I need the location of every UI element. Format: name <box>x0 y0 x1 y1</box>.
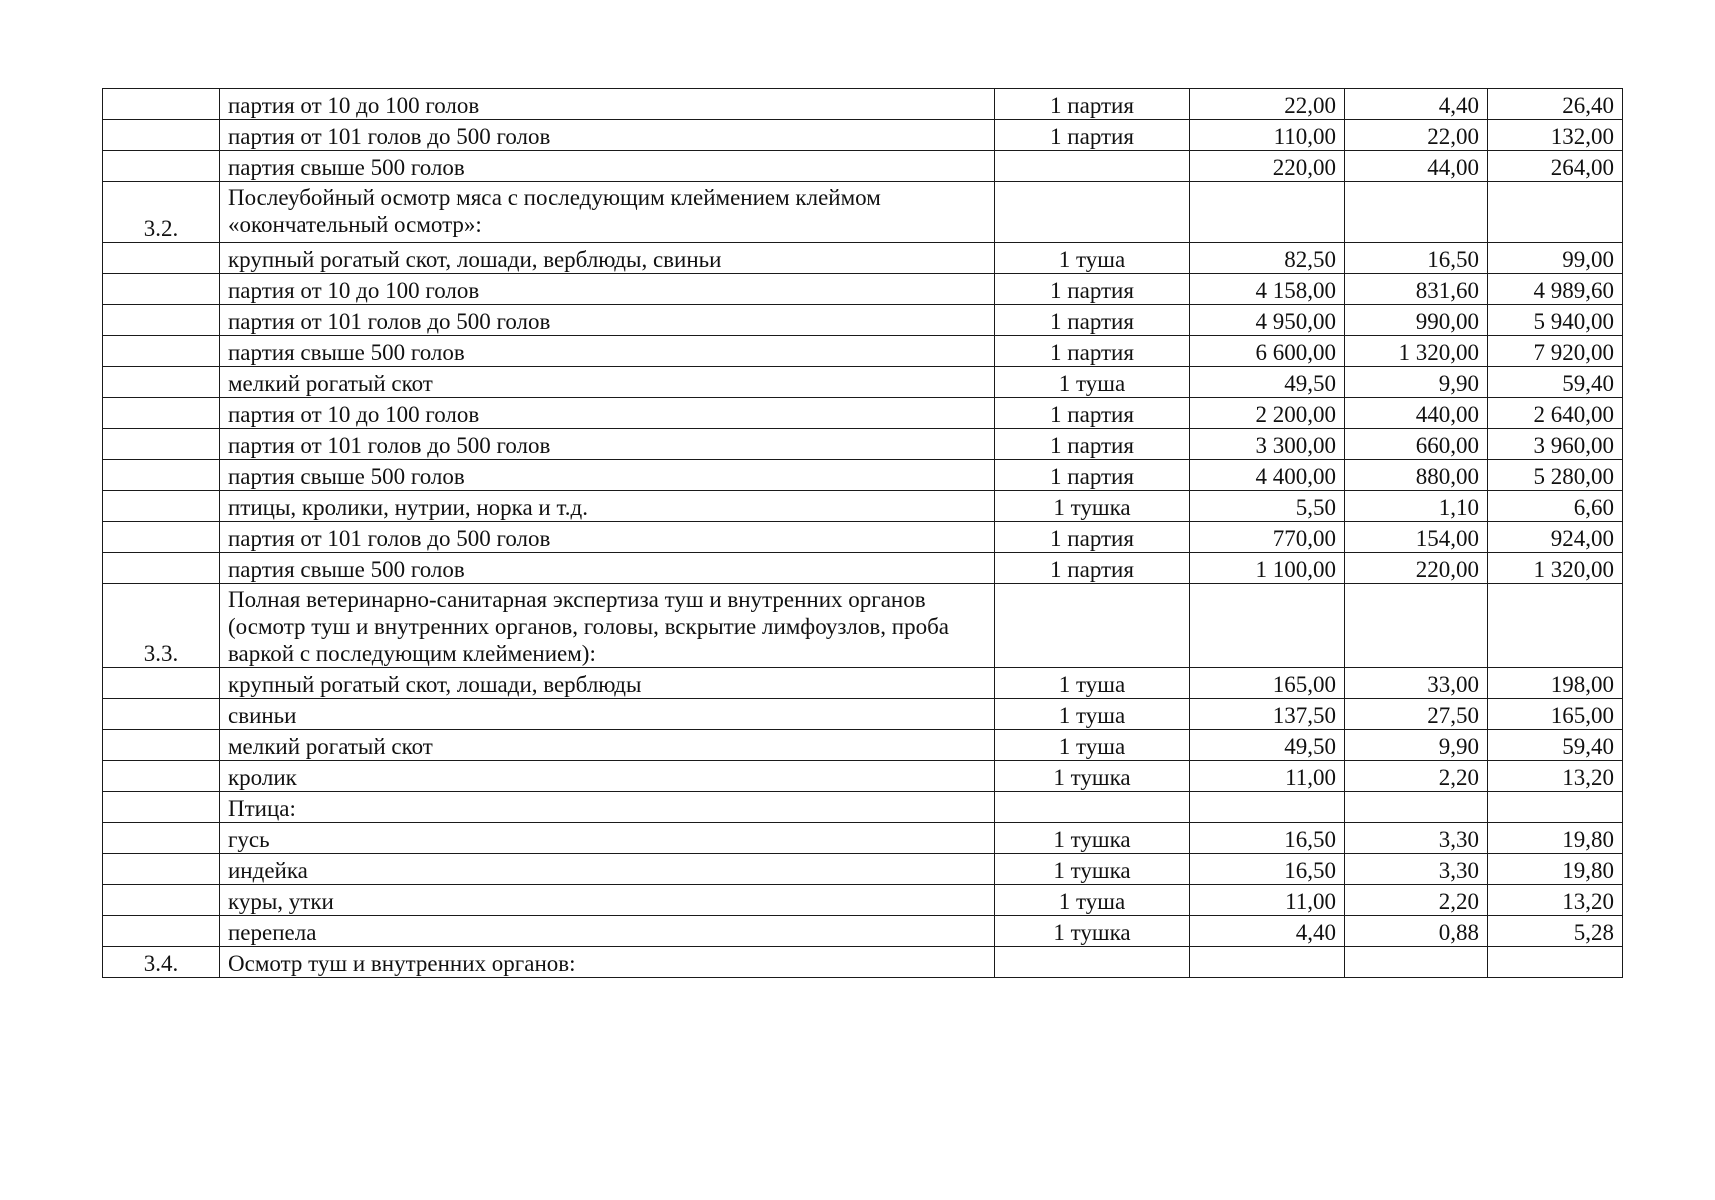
price-value-cell: 16,50 <box>1190 854 1345 885</box>
vat-value-cell: 33,00 <box>1345 668 1488 699</box>
table-row <box>103 398 1623 429</box>
total-value-cell: 198,00 <box>1488 668 1623 699</box>
total-value-cell: 19,80 <box>1488 823 1623 854</box>
row-number-cell <box>103 367 220 398</box>
vat-value-cell <box>1345 182 1488 243</box>
table-row <box>103 336 1623 367</box>
vat-value-cell: 27,50 <box>1345 699 1488 730</box>
price-value-cell: 4,40 <box>1190 916 1345 947</box>
unit-of-measure-cell: 1 партия <box>995 553 1190 584</box>
price-value-cell: 6 600,00 <box>1190 336 1345 367</box>
row-number-cell: 3.3. <box>103 584 220 668</box>
service-name-cell: крупный рогатый скот, лошади, верблюды <box>220 668 995 699</box>
unit-of-measure-cell <box>995 584 1190 668</box>
table-row <box>103 491 1623 522</box>
unit-of-measure-cell: 1 партия <box>995 120 1190 151</box>
unit-of-measure-cell: 1 туша <box>995 699 1190 730</box>
total-value-cell: 26,40 <box>1488 89 1623 120</box>
unit-of-measure-cell <box>995 151 1190 182</box>
price-value-cell <box>1190 792 1345 823</box>
unit-of-measure-cell <box>995 947 1190 978</box>
price-value-cell: 770,00 <box>1190 522 1345 553</box>
price-value-cell <box>1190 584 1345 668</box>
total-value-cell <box>1488 792 1623 823</box>
row-number-cell <box>103 792 220 823</box>
service-name-cell: куры, утки <box>220 885 995 916</box>
vat-value-cell: 22,00 <box>1345 120 1488 151</box>
table-row <box>103 668 1623 699</box>
service-name-cell: партия от 10 до 100 голов <box>220 274 995 305</box>
unit-of-measure-cell: 1 партия <box>995 336 1190 367</box>
row-number-cell: 3.2. <box>103 182 220 243</box>
service-name-cell: партия от 101 голов до 500 голов <box>220 120 995 151</box>
row-number-cell <box>103 398 220 429</box>
unit-of-measure-cell: 1 тушка <box>995 854 1190 885</box>
total-value-cell: 924,00 <box>1488 522 1623 553</box>
total-value-cell <box>1488 182 1623 243</box>
vat-value-cell: 3,30 <box>1345 854 1488 885</box>
service-name-cell: партия от 101 голов до 500 голов <box>220 429 995 460</box>
table-row <box>103 367 1623 398</box>
service-name-cell: Птица: <box>220 792 995 823</box>
price-value-cell: 3 300,00 <box>1190 429 1345 460</box>
row-number-cell <box>103 460 220 491</box>
unit-of-measure-cell: 1 тушка <box>995 761 1190 792</box>
table-row <box>103 553 1623 584</box>
total-value-cell <box>1488 947 1623 978</box>
price-value-cell: 11,00 <box>1190 761 1345 792</box>
unit-of-measure-cell: 1 партия <box>995 522 1190 553</box>
vat-value-cell: 9,90 <box>1345 730 1488 761</box>
total-value-cell: 13,20 <box>1488 885 1623 916</box>
vat-value-cell: 44,00 <box>1345 151 1488 182</box>
price-value-cell: 49,50 <box>1190 367 1345 398</box>
row-number-cell <box>103 429 220 460</box>
service-name-cell: партия свыше 500 голов <box>220 460 995 491</box>
table-row <box>103 916 1623 947</box>
table-row <box>103 584 1623 668</box>
table-row <box>103 151 1623 182</box>
service-name-cell: мелкий рогатый скот <box>220 367 995 398</box>
vat-value-cell: 154,00 <box>1345 522 1488 553</box>
service-name-cell: Послеубойный осмотр мяса с последующим клеймением клеймом «окончательный осмотр»: <box>220 182 995 243</box>
vat-value-cell: 4,40 <box>1345 89 1488 120</box>
total-value-cell: 59,40 <box>1488 730 1623 761</box>
row-number-cell <box>103 89 220 120</box>
row-number-cell <box>103 916 220 947</box>
price-value-cell: 4 158,00 <box>1190 274 1345 305</box>
price-value-cell: 4 950,00 <box>1190 305 1345 336</box>
service-name-cell: Полная ветеринарно-санитарная экспертиза туш и внутренних органов (осмотр туш и внутренних органов, головы, вскрытие лимфоузлов, проба варкой с последующим клеймением): <box>220 584 995 668</box>
unit-of-measure-cell: 1 туша <box>995 730 1190 761</box>
total-value-cell: 7 920,00 <box>1488 336 1623 367</box>
unit-of-measure-cell: 1 партия <box>995 460 1190 491</box>
total-value-cell: 5 280,00 <box>1488 460 1623 491</box>
vat-value-cell <box>1345 792 1488 823</box>
unit-of-measure-cell: 1 туша <box>995 367 1190 398</box>
service-name-cell: партия свыше 500 голов <box>220 553 995 584</box>
total-value-cell: 59,40 <box>1488 367 1623 398</box>
vat-value-cell: 3,30 <box>1345 823 1488 854</box>
row-number-cell <box>103 522 220 553</box>
vat-value-cell: 2,20 <box>1345 885 1488 916</box>
row-number-cell: 3.4. <box>103 947 220 978</box>
row-number-cell <box>103 854 220 885</box>
table-row <box>103 885 1623 916</box>
unit-of-measure-cell: 1 тушка <box>995 823 1190 854</box>
price-value-cell: 2 200,00 <box>1190 398 1345 429</box>
total-value-cell: 4 989,60 <box>1488 274 1623 305</box>
price-table <box>102 88 1623 978</box>
row-number-cell <box>103 823 220 854</box>
table-row <box>103 305 1623 336</box>
total-value-cell: 132,00 <box>1488 120 1623 151</box>
table-row <box>103 274 1623 305</box>
unit-of-measure-cell: 1 тушка <box>995 491 1190 522</box>
unit-of-measure-cell: 1 партия <box>995 274 1190 305</box>
table-row <box>103 730 1623 761</box>
price-value-cell: 16,50 <box>1190 823 1345 854</box>
table-row <box>103 460 1623 491</box>
vat-value-cell: 9,90 <box>1345 367 1488 398</box>
service-name-cell: партия от 101 голов до 500 голов <box>220 305 995 336</box>
vat-value-cell <box>1345 584 1488 668</box>
price-value-cell: 110,00 <box>1190 120 1345 151</box>
price-value-cell: 1 100,00 <box>1190 553 1345 584</box>
service-name-cell: гусь <box>220 823 995 854</box>
row-number-cell <box>103 120 220 151</box>
total-value-cell: 5 940,00 <box>1488 305 1623 336</box>
price-value-cell <box>1190 182 1345 243</box>
unit-of-measure-cell <box>995 792 1190 823</box>
price-value-cell: 5,50 <box>1190 491 1345 522</box>
service-name-cell: кролик <box>220 761 995 792</box>
vat-value-cell <box>1345 947 1488 978</box>
unit-of-measure-cell: 1 тушка <box>995 916 1190 947</box>
price-value-cell: 137,50 <box>1190 699 1345 730</box>
row-number-cell <box>103 761 220 792</box>
row-number-cell <box>103 243 220 274</box>
price-value-cell: 11,00 <box>1190 885 1345 916</box>
row-number-cell <box>103 730 220 761</box>
row-number-cell <box>103 699 220 730</box>
total-value-cell <box>1488 584 1623 668</box>
service-name-cell: партия от 101 голов до 500 голов <box>220 522 995 553</box>
service-name-cell: Осмотр туш и внутренних органов: <box>220 947 995 978</box>
row-number-cell <box>103 305 220 336</box>
price-value-cell: 82,50 <box>1190 243 1345 274</box>
vat-value-cell: 440,00 <box>1345 398 1488 429</box>
vat-value-cell: 660,00 <box>1345 429 1488 460</box>
row-number-cell <box>103 151 220 182</box>
row-number-cell <box>103 553 220 584</box>
vat-value-cell: 1,10 <box>1345 491 1488 522</box>
vat-value-cell: 16,50 <box>1345 243 1488 274</box>
unit-of-measure-cell: 1 туша <box>995 885 1190 916</box>
service-name-cell: крупный рогатый скот, лошади, верблюды, свиньи <box>220 243 995 274</box>
table-row <box>103 947 1623 978</box>
unit-of-measure-cell: 1 партия <box>995 429 1190 460</box>
table-row <box>103 120 1623 151</box>
row-number-cell <box>103 491 220 522</box>
total-value-cell: 13,20 <box>1488 761 1623 792</box>
total-value-cell: 5,28 <box>1488 916 1623 947</box>
price-value-cell <box>1190 947 1345 978</box>
vat-value-cell: 220,00 <box>1345 553 1488 584</box>
service-name-cell: партия свыше 500 голов <box>220 151 995 182</box>
table-row <box>103 243 1623 274</box>
price-value-cell: 49,50 <box>1190 730 1345 761</box>
table-row <box>103 823 1623 854</box>
row-number-cell <box>103 274 220 305</box>
vat-value-cell: 1 320,00 <box>1345 336 1488 367</box>
vat-value-cell: 2,20 <box>1345 761 1488 792</box>
total-value-cell: 3 960,00 <box>1488 429 1623 460</box>
service-name-cell: партия от 10 до 100 голов <box>220 89 995 120</box>
table-row <box>103 792 1623 823</box>
vat-value-cell: 880,00 <box>1345 460 1488 491</box>
table-row <box>103 699 1623 730</box>
row-number-cell <box>103 885 220 916</box>
service-name-cell: свиньи <box>220 699 995 730</box>
unit-of-measure-cell: 1 туша <box>995 243 1190 274</box>
table-row <box>103 429 1623 460</box>
vat-value-cell: 990,00 <box>1345 305 1488 336</box>
price-value-cell: 4 400,00 <box>1190 460 1345 491</box>
vat-value-cell: 831,60 <box>1345 274 1488 305</box>
vat-value-cell: 0,88 <box>1345 916 1488 947</box>
table-row <box>103 761 1623 792</box>
price-value-cell: 165,00 <box>1190 668 1345 699</box>
total-value-cell: 19,80 <box>1488 854 1623 885</box>
service-name-cell: перепела <box>220 916 995 947</box>
price-value-cell: 22,00 <box>1190 89 1345 120</box>
table-row <box>103 89 1623 120</box>
unit-of-measure-cell: 1 туша <box>995 668 1190 699</box>
table-row <box>103 854 1623 885</box>
unit-of-measure-cell: 1 партия <box>995 305 1190 336</box>
price-value-cell: 220,00 <box>1190 151 1345 182</box>
service-name-cell: партия от 10 до 100 голов <box>220 398 995 429</box>
total-value-cell: 99,00 <box>1488 243 1623 274</box>
service-name-cell: птицы, кролики, нутрии, норка и т.д. <box>220 491 995 522</box>
service-name-cell: партия свыше 500 голов <box>220 336 995 367</box>
unit-of-measure-cell <box>995 182 1190 243</box>
total-value-cell: 165,00 <box>1488 699 1623 730</box>
total-value-cell: 2 640,00 <box>1488 398 1623 429</box>
row-number-cell <box>103 336 220 367</box>
service-name-cell: индейка <box>220 854 995 885</box>
service-name-cell: мелкий рогатый скот <box>220 730 995 761</box>
unit-of-measure-cell: 1 партия <box>995 89 1190 120</box>
table-row <box>103 182 1623 243</box>
total-value-cell: 1 320,00 <box>1488 553 1623 584</box>
total-value-cell: 6,60 <box>1488 491 1623 522</box>
total-value-cell: 264,00 <box>1488 151 1623 182</box>
table-row <box>103 522 1623 553</box>
price-table-body <box>103 89 1623 978</box>
row-number-cell <box>103 668 220 699</box>
unit-of-measure-cell: 1 партия <box>995 398 1190 429</box>
